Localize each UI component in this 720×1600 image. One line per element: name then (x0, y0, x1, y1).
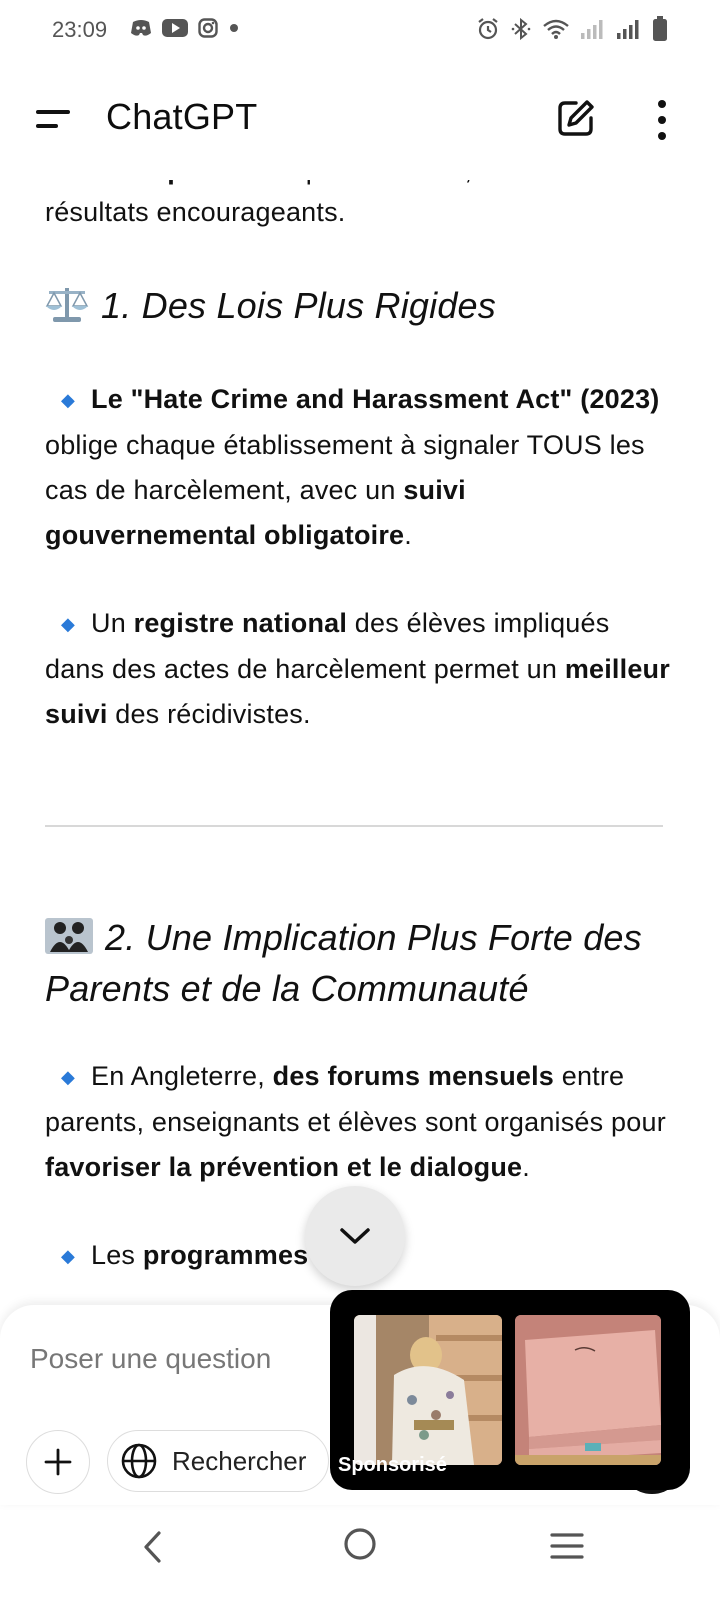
youtube-icon (162, 19, 188, 37)
bullet-paragraph (45, 377, 675, 558)
discord-icon (130, 19, 152, 37)
signal-icon (616, 18, 642, 40)
scroll-down-button[interactable] (305, 1186, 405, 1286)
instagram-icon (198, 18, 218, 38)
bluetooth-icon (510, 17, 532, 41)
bold-text: des forums mensuels (272, 1061, 555, 1091)
ad-thumbnail (515, 1315, 661, 1465)
blue-diamond-icon: ◆ (60, 1067, 76, 1087)
sponsored-video-overlay[interactable] (330, 1290, 690, 1490)
divider (45, 825, 663, 827)
more-icon[interactable] (652, 98, 672, 142)
blue-diamond-icon: ◆ (60, 614, 76, 634)
plus-icon (43, 1447, 73, 1477)
signal-icon (580, 18, 606, 40)
text: oblige chaque établissement à signaler TOUS les cas de harcèlement, avec un (45, 430, 645, 505)
system-nav-bar (0, 1505, 720, 1600)
edit-icon[interactable] (556, 98, 596, 138)
text: entre parents, enseignants et élèves sont organisés pour (45, 1061, 666, 1137)
search-label: Rechercher (172, 1445, 307, 1476)
family-icon (45, 916, 93, 966)
globe-icon (120, 1442, 158, 1480)
bold-text: programmes (142, 1240, 309, 1270)
balance-scale-icon (45, 284, 89, 334)
text: des élèves impliqués dans des actes de harcèlement permet un (45, 608, 610, 684)
battery-icon (652, 16, 668, 42)
bold-text: registre national (133, 608, 348, 638)
status-time: 23:09 (52, 17, 108, 42)
section-heading-1 (45, 283, 675, 334)
status-left-icons (130, 18, 240, 38)
sponsored-label: Sponsorisé (338, 1454, 447, 1476)
app-header (0, 60, 720, 180)
home-icon[interactable] (343, 1527, 377, 1561)
ad-thumbnail (354, 1315, 502, 1465)
dot-icon (228, 22, 240, 34)
bold-text: favoriser la prévention et le dialogue (45, 1152, 523, 1182)
app-title: ChatGPT (106, 96, 258, 137)
text: . (404, 520, 412, 550)
bold-text: meilleur suivi (45, 654, 670, 729)
text: En Angleterre, (91, 1061, 273, 1091)
section-heading-2-text: 2. Une Implication Plus Forte des Parents et de la Communauté (45, 917, 642, 1009)
chat-message (45, 150, 675, 1279)
message-input[interactable]: Poser une question (30, 1343, 272, 1374)
recent-apps-icon[interactable] (550, 1531, 584, 1561)
bold-text: suivi gouvernemental obligatoire (45, 475, 466, 550)
menu-icon[interactable] (36, 104, 72, 134)
blue-diamond-icon: ◆ (60, 1246, 76, 1266)
section-heading-2 (45, 915, 675, 1011)
add-button[interactable] (26, 1430, 90, 1494)
alarm-icon (476, 17, 500, 41)
paragraph: résultats encourageants. (45, 197, 346, 227)
back-icon[interactable] (140, 1529, 164, 1565)
chevron-down-icon (338, 1225, 372, 1247)
status-bar (0, 0, 720, 60)
text: Les (91, 1240, 143, 1270)
bullet-paragraph (45, 1054, 675, 1190)
search-button[interactable] (107, 1430, 329, 1492)
section-heading-1-text: 1. Des Lois Plus Rigides (101, 285, 496, 326)
text: des récidivistes. (107, 699, 311, 729)
bullet-paragraph (45, 601, 675, 737)
bold-text: Le "Hate Crime and Harassment Act" (2023) (91, 384, 660, 414)
text: Un (91, 608, 134, 638)
wifi-icon (542, 18, 570, 40)
blue-diamond-icon: ◆ (60, 390, 76, 410)
status-right-icons (476, 16, 668, 42)
text: . (522, 1152, 530, 1182)
